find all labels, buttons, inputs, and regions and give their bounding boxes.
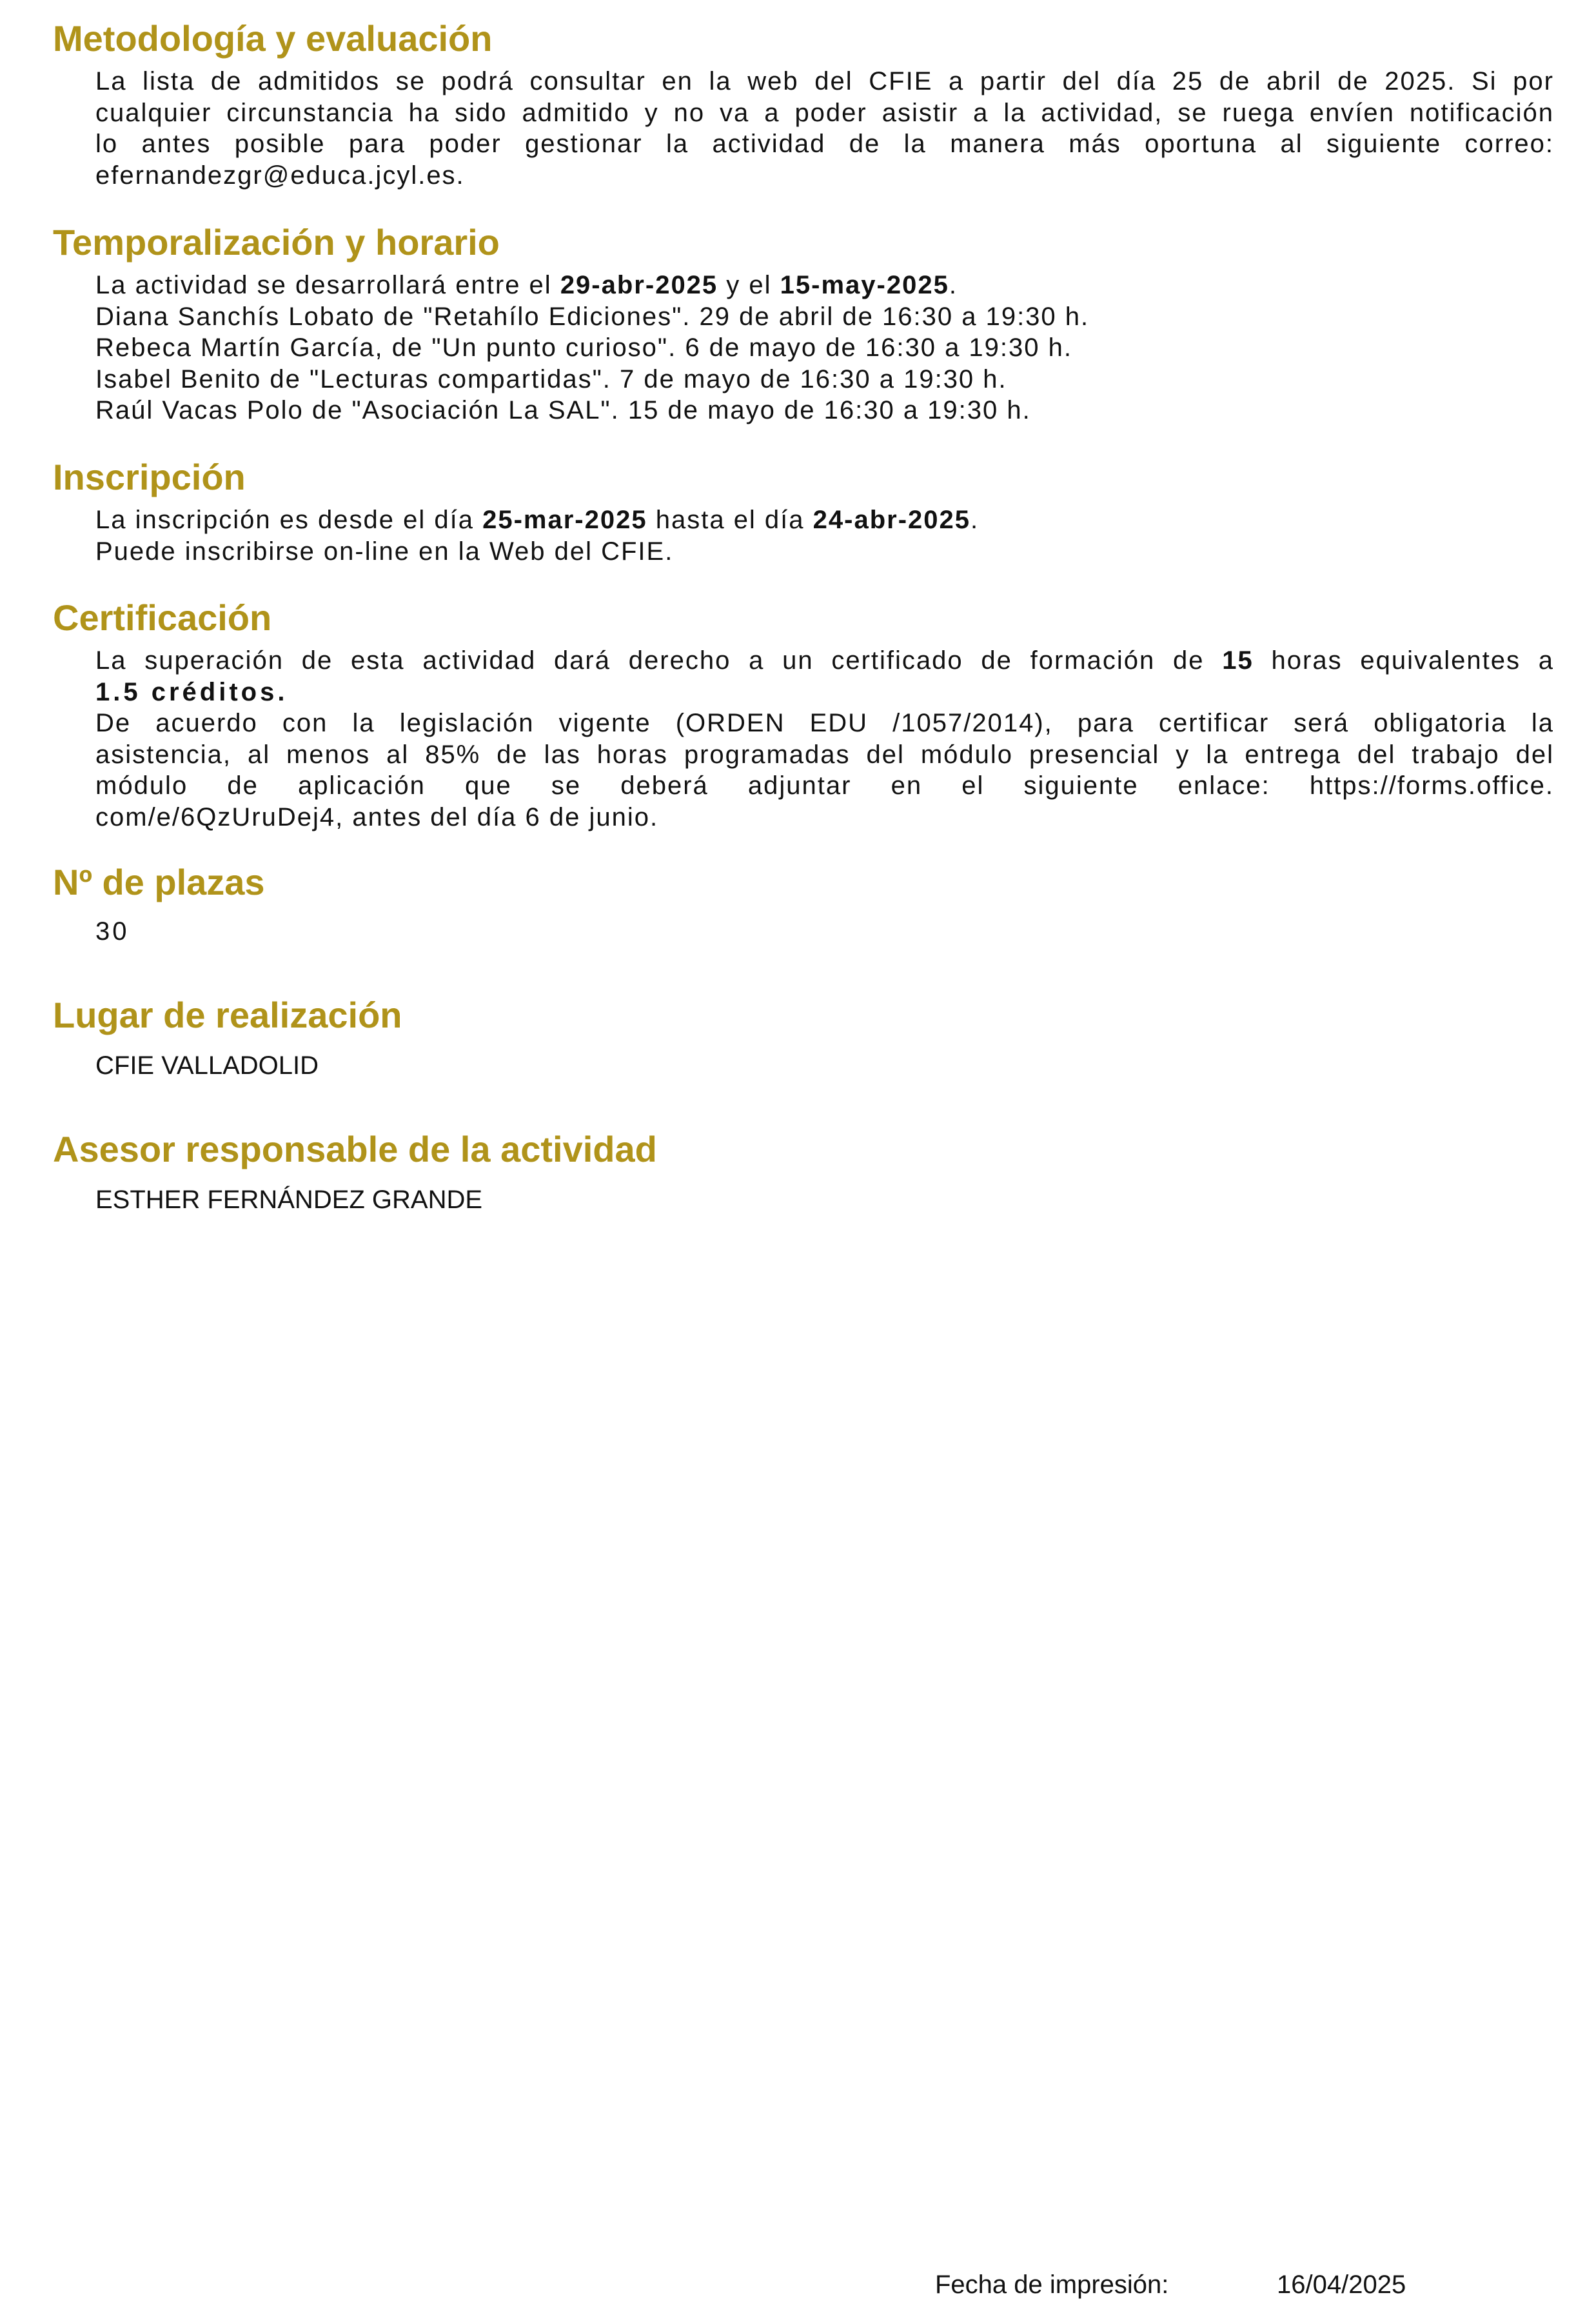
metodologia-line: La lista de admitidos se podrá consultar en la web del CFIE a partir del día 25 de abril de 2025. Si por [95, 67, 1554, 95]
start-date: 29-abr-2025 [560, 271, 718, 299]
inscripcion-dates [95, 504, 1554, 536]
end-date: 15-may-2025 [780, 271, 949, 299]
session-item: Diana Sanchís Lobato de "Retahílo Ediciones". 29 de abril de 16:30 a 19:30 h. [95, 302, 1090, 331]
lugar-body [95, 1050, 1554, 1082]
inscripcion-prefix: La inscripción es desde el día [95, 506, 483, 534]
metodologia-line: lo antes posible para poder gestionar la actividad de la manera más oportuna al siguiente correo: [95, 130, 1554, 158]
cert-prefix: La superación de esta actividad dará derecho a un certificado de formación de [95, 646, 1223, 675]
metodologia-email: efernandezgr@educa.jcyl.es. [95, 161, 465, 190]
lugar-title: Lugar de realización [53, 995, 402, 1035]
plazas-value: 30 [95, 917, 130, 946]
certificacion-title: Certificación [53, 597, 272, 638]
plazas-body [95, 916, 1554, 948]
inscripcion-body [95, 504, 1554, 567]
certificacion-legal-line: com/e/6QzUruDej4, antes del día 6 de junio. [95, 802, 659, 831]
inscripcion-start-date: 25-mar-2025 [482, 506, 647, 534]
asesor-title: Asesor responsable de la actividad [53, 1129, 657, 1169]
temporalizacion-title: Temporalización y horario [53, 222, 500, 263]
inscripcion-end-date: 24-abr-2025 [813, 506, 971, 534]
cert-suffix: horas equivalentes a [1253, 646, 1554, 675]
temporalizacion-body [95, 270, 1554, 426]
certificacion-line [95, 645, 1554, 677]
metodologia-body [95, 66, 1554, 191]
certificacion-legal-line: De acuerdo con la legislación vigente (ORDEN EDU /1057/2014), para certificar será obligatoria la [95, 709, 1554, 737]
certificacion-body [95, 645, 1554, 833]
session-item: Rebeca Martín García, de "Un punto curioso". 6 de mayo de 16:30 a 19:30 h. [95, 333, 1072, 362]
print-date-value: 16/04/2025 [1277, 2270, 1406, 2299]
session-item: Raúl Vacas Polo de "Asociación La SAL". 15 de mayo de 16:30 a 19:30 h. [95, 396, 1031, 424]
asesor-value: ESTHER FERNÁNDEZ GRANDE [95, 1186, 483, 1214]
inscripcion-suffix: . [970, 506, 980, 534]
lugar-value: CFIE VALLADOLID [95, 1051, 319, 1080]
metodologia-title: Metodología y evaluación [53, 18, 493, 59]
certificacion-legal-line: módulo de aplicación que se deberá adjuntar en el siguiente enlace: https://forms.office. [95, 771, 1554, 800]
intro-mid: y el [718, 271, 780, 299]
intro-suffix: . [949, 271, 958, 299]
intro-prefix: La actividad se desarrollará entre el [95, 271, 560, 299]
cert-credits-line [95, 677, 1554, 708]
inscripcion-mid: hasta el día [647, 506, 813, 534]
print-date-label: Fecha de impresión: [935, 2270, 1169, 2299]
cert-credits: 1.5 créditos. [95, 677, 288, 706]
metodologia-line: cualquier circunstancia ha sido admitido y no va a poder asistir a la actividad, se ruega envíen notificación [95, 98, 1554, 127]
inscripcion-title: Inscripción [53, 457, 246, 497]
inscripcion-online-note: Puede inscribirse on-line en la Web del CFIE. [95, 537, 674, 566]
temporalizacion-intro [95, 270, 1554, 301]
session-item: Isabel Benito de "Lecturas compartidas". 7 de mayo de 16:30 a 19:30 h. [95, 364, 1007, 393]
certificacion-legal-line: asistencia, al menos al 85% de las horas programadas del módulo presencial y la entrega del trabajo del [95, 740, 1554, 769]
cert-hours: 15 [1222, 646, 1254, 675]
plazas-title: Nº de plazas [53, 862, 265, 902]
asesor-body [95, 1184, 1554, 1216]
